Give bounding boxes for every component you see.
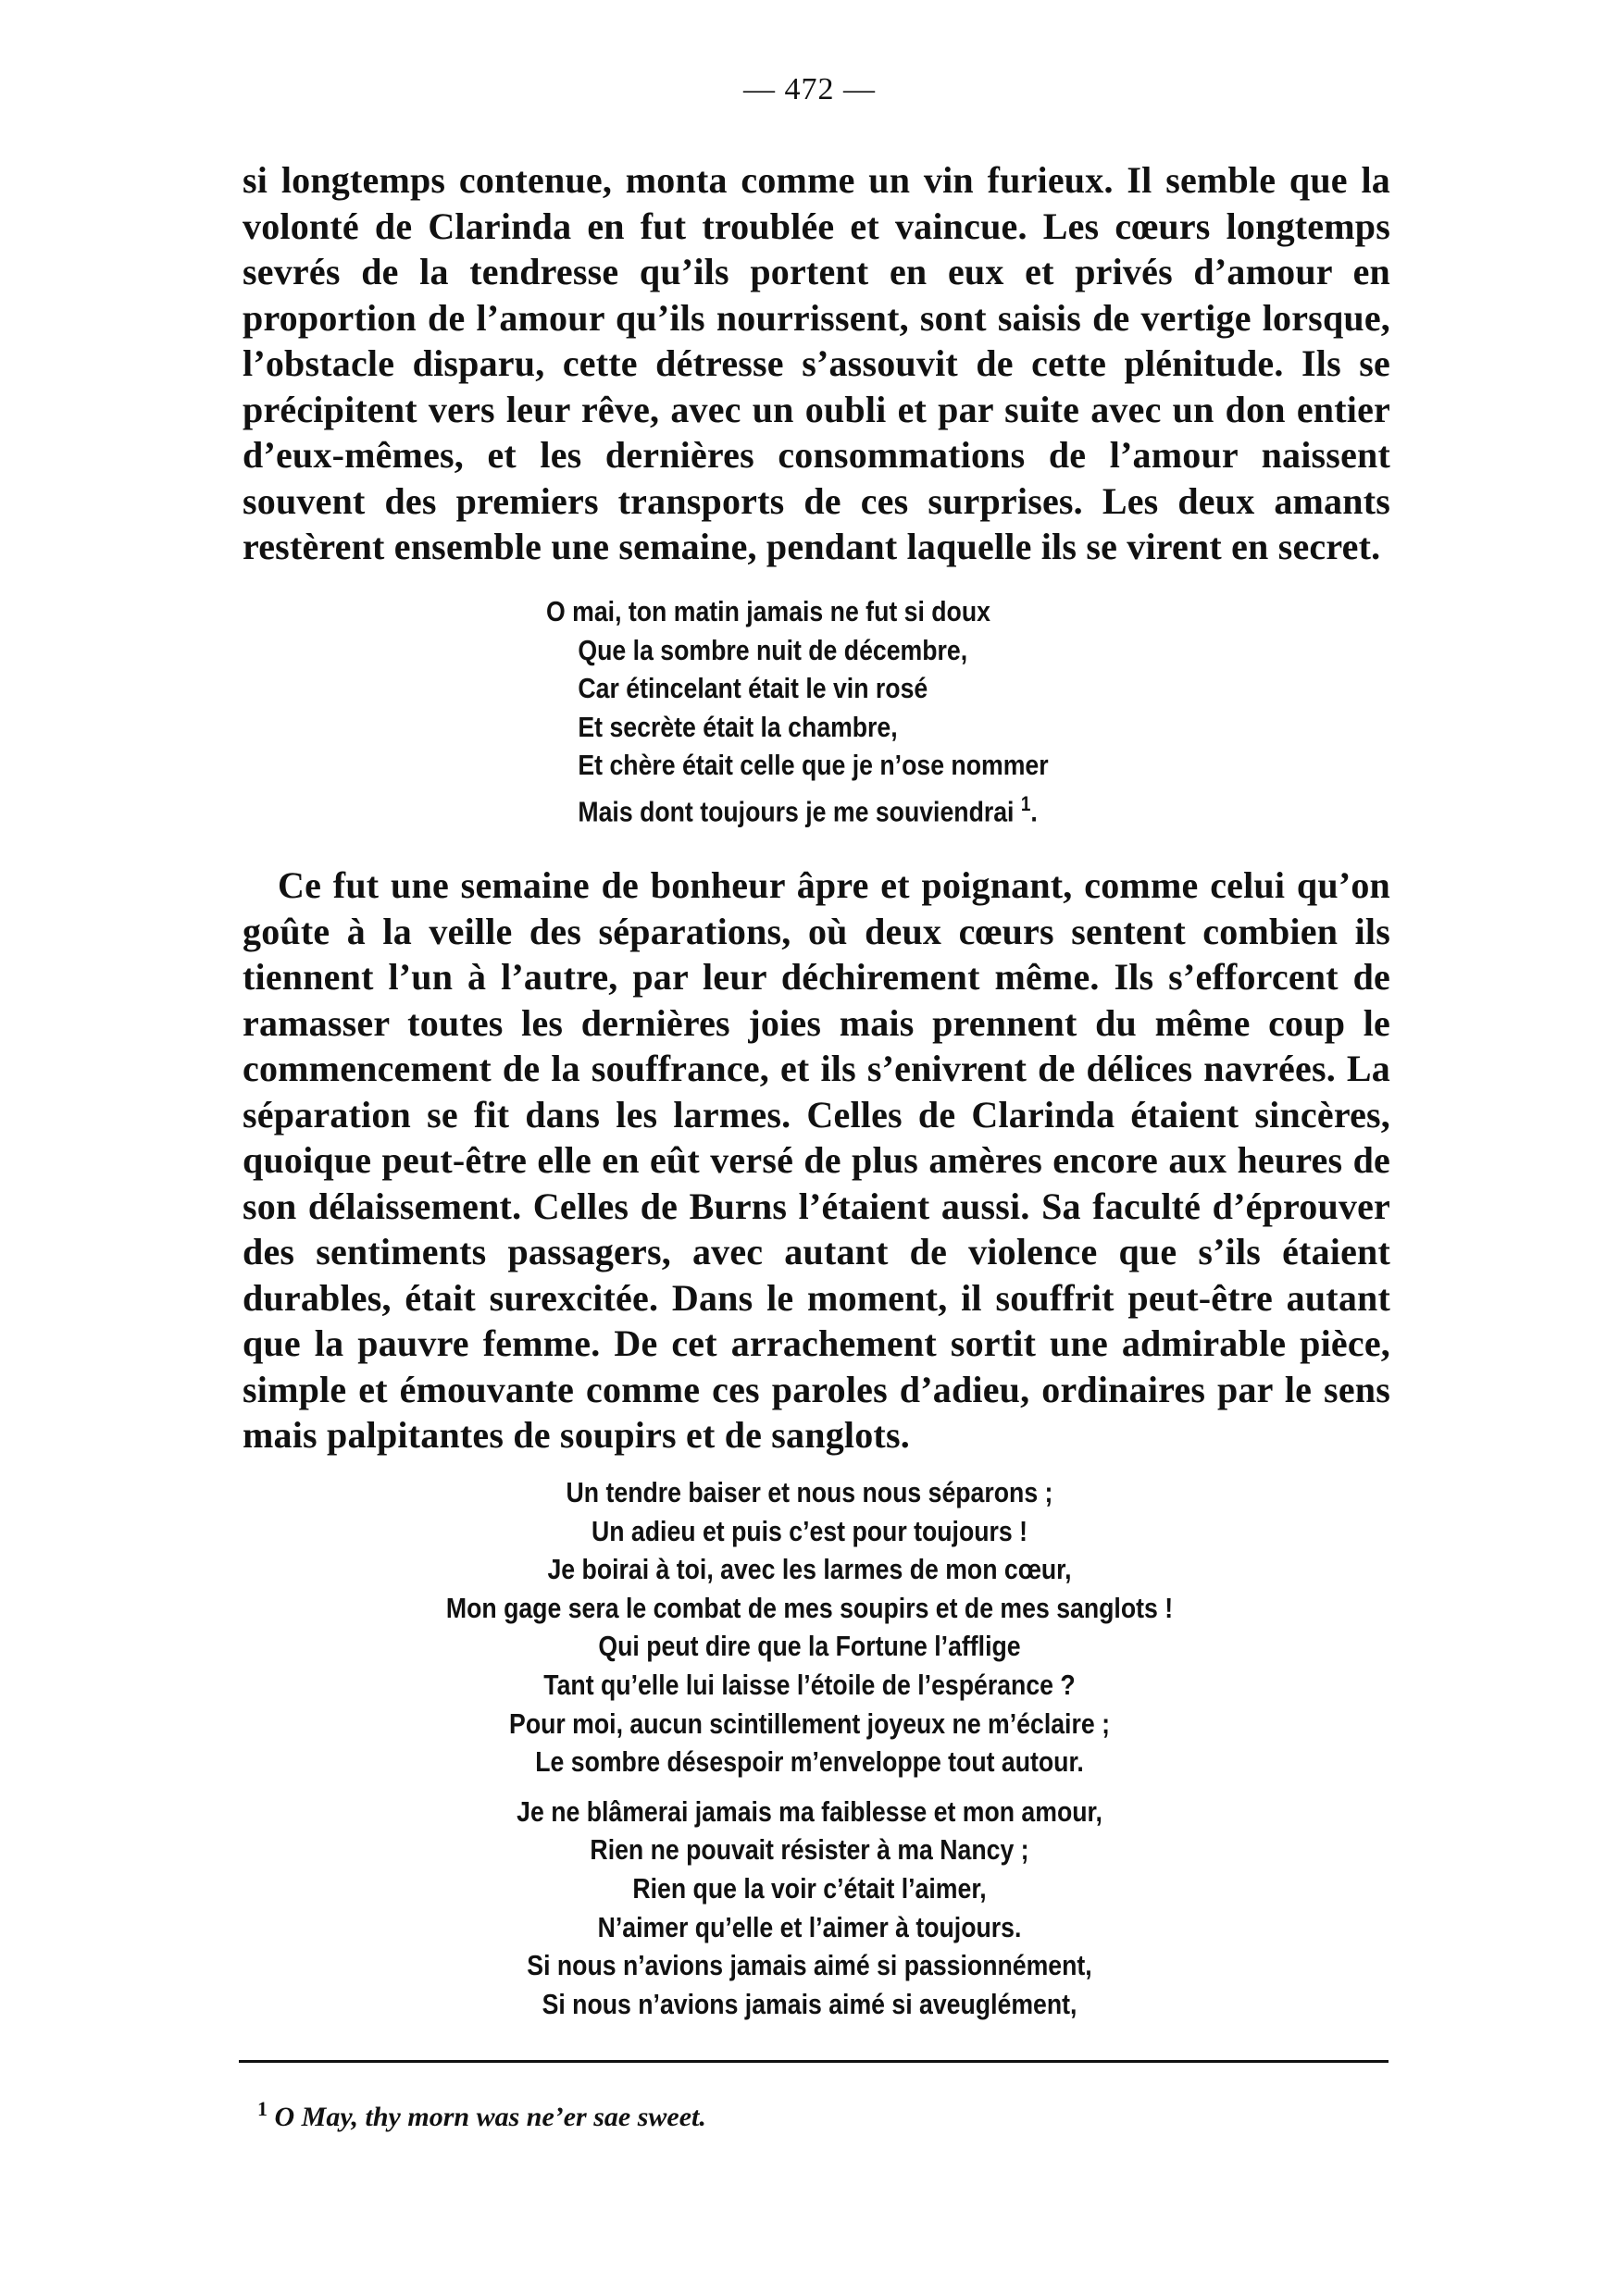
- stanza-gap: [0, 1781, 1619, 1793]
- poem-1-line-1: O mai, ton matin jamais ne fut si doux: [546, 595, 990, 627]
- footnote: [257, 2097, 706, 2133]
- poem-2-line-4: Mon gage sera le combat de mes soupirs et de mes sanglots !: [445, 1591, 1174, 1624]
- footnote-ref-1[interactable]: 1: [1020, 791, 1031, 815]
- poem-2-line-3: Je boirai à toi, avec les larmes de mon cœur,: [547, 1553, 1072, 1586]
- poem-2-stanza-1: [0, 1473, 1619, 2023]
- poem-2-line-8: Le sombre désespoir m’enveloppe tout autour.: [535, 1745, 1084, 1779]
- poem-2-line-14: Si nous n’avions jamais aimé si aveuglément,: [542, 1987, 1077, 2020]
- footnote-text: O May, thy morn was ne’er sae sweet.: [274, 2102, 706, 2132]
- poem-2-line-11: Rien que la voir c’était l’aimer,: [632, 1871, 987, 1905]
- paragraph-1-text: si longtemps contenue, monta comme un vin furieux. Il semble que la volonté de Clarinda en fut troublée et vaincue. Les cœurs longtemps sevrés de la tendresse qu’ils portent en eux et privés d’amour en proportion de l’amour qu’ils nourrissent, sont saisis de vertige lorsque, l’obstacle disparu, cette détresse s’assouvit de cette plénitude. Ils se précipitent vers leur rêve, avec un oubli et par suite avec un don entier d’eux-mêmes, et les dernières consommations de l’amour naissent souvent des premiers transports de ces surprises. Les deux amants restèrent ensemble une semaine, pendant laquelle ils se virent en secret.: [243, 159, 1390, 567]
- paragraph-2: [243, 863, 1390, 1458]
- poem-1-line-3: Car étincelant était le vin rosé: [578, 672, 928, 705]
- poem-2-line-12: N’aimer qu’elle et l’aimer à toujours.: [597, 1910, 1022, 1943]
- poem-2-line-5: Qui peut dire que la Fortune l’afflige: [598, 1630, 1021, 1663]
- page-number: — 472 —: [743, 72, 876, 106]
- poem-1-line-4: Et secrète était la chambre,: [578, 710, 898, 743]
- paragraph-2-text: Ce fut une semaine de bonheur âpre et poignant, comme celui qu’on goûte à la veille des séparations, où deux cœurs sentent combien ils tiennent l’un à l’autre, par leur déchirement même. Ils s’efforcent de ramasser toutes les dernières joies mais prennent du même coup le commencement de la souffrance, et ils s’enivrent de délices navrées. La séparation se fit dans les larmes. Celles de Clarinda étaient sincères, quoique peut-être elle en eût versé de plus amères encore aux heures de son délaissement. Celles de Burns l’étaient aussi. Sa faculté d’éprouver des sentiments passagers, avec autant de violence que s’ils étaient durables, était surexcitée. Dans le moment, il souffrit peut-être autant que la pauvre femme. De cet arrachement sortit une admirable pièce, simple et émouvante comme ces paroles d’adieu, ordinaires par le sens mais palpitantes de soupirs et de sanglots.: [243, 864, 1390, 1456]
- poem-2-line-2: Un adieu et puis c’est pour toujours !: [591, 1514, 1028, 1547]
- poem-2-line-7: Pour moi, aucun scintillement joyeux ne m’éclaire ;: [509, 1706, 1110, 1740]
- poem-1-line-6: Mais dont toujours je me souviendrai $^1$.: [578, 791, 1038, 828]
- footnote-divider: [239, 2060, 1389, 2063]
- footnote-mark: 1: [257, 2097, 268, 2120]
- poem-2-line-9: Je ne blâmerai jamais ma faiblesse et mon amour,: [517, 1794, 1102, 1828]
- poem-2-line-1: Un tendre baiser et nous nous séparons ;: [566, 1476, 1053, 1508]
- poem-1-line-6-text: Mais dont toujours je me souviendrai: [578, 795, 1015, 828]
- poem-2-line-13: Si nous n’avions jamais aimé si passionnément,: [527, 1949, 1092, 1982]
- poem-2-line-6: Tant qu’elle lui laisse l’étoile de l’espérance ?: [543, 1668, 1076, 1701]
- poem-1-line-2: Que la sombre nuit de décembre,: [578, 633, 968, 666]
- poem-1-line-5: Et chère était celle que je n’ose nommer: [578, 749, 1049, 782]
- paragraph-1: [243, 157, 1390, 570]
- poem-1: [546, 592, 1049, 831]
- poem-2-line-10: Rien ne pouvait résister à ma Nancy ;: [590, 1833, 1029, 1867]
